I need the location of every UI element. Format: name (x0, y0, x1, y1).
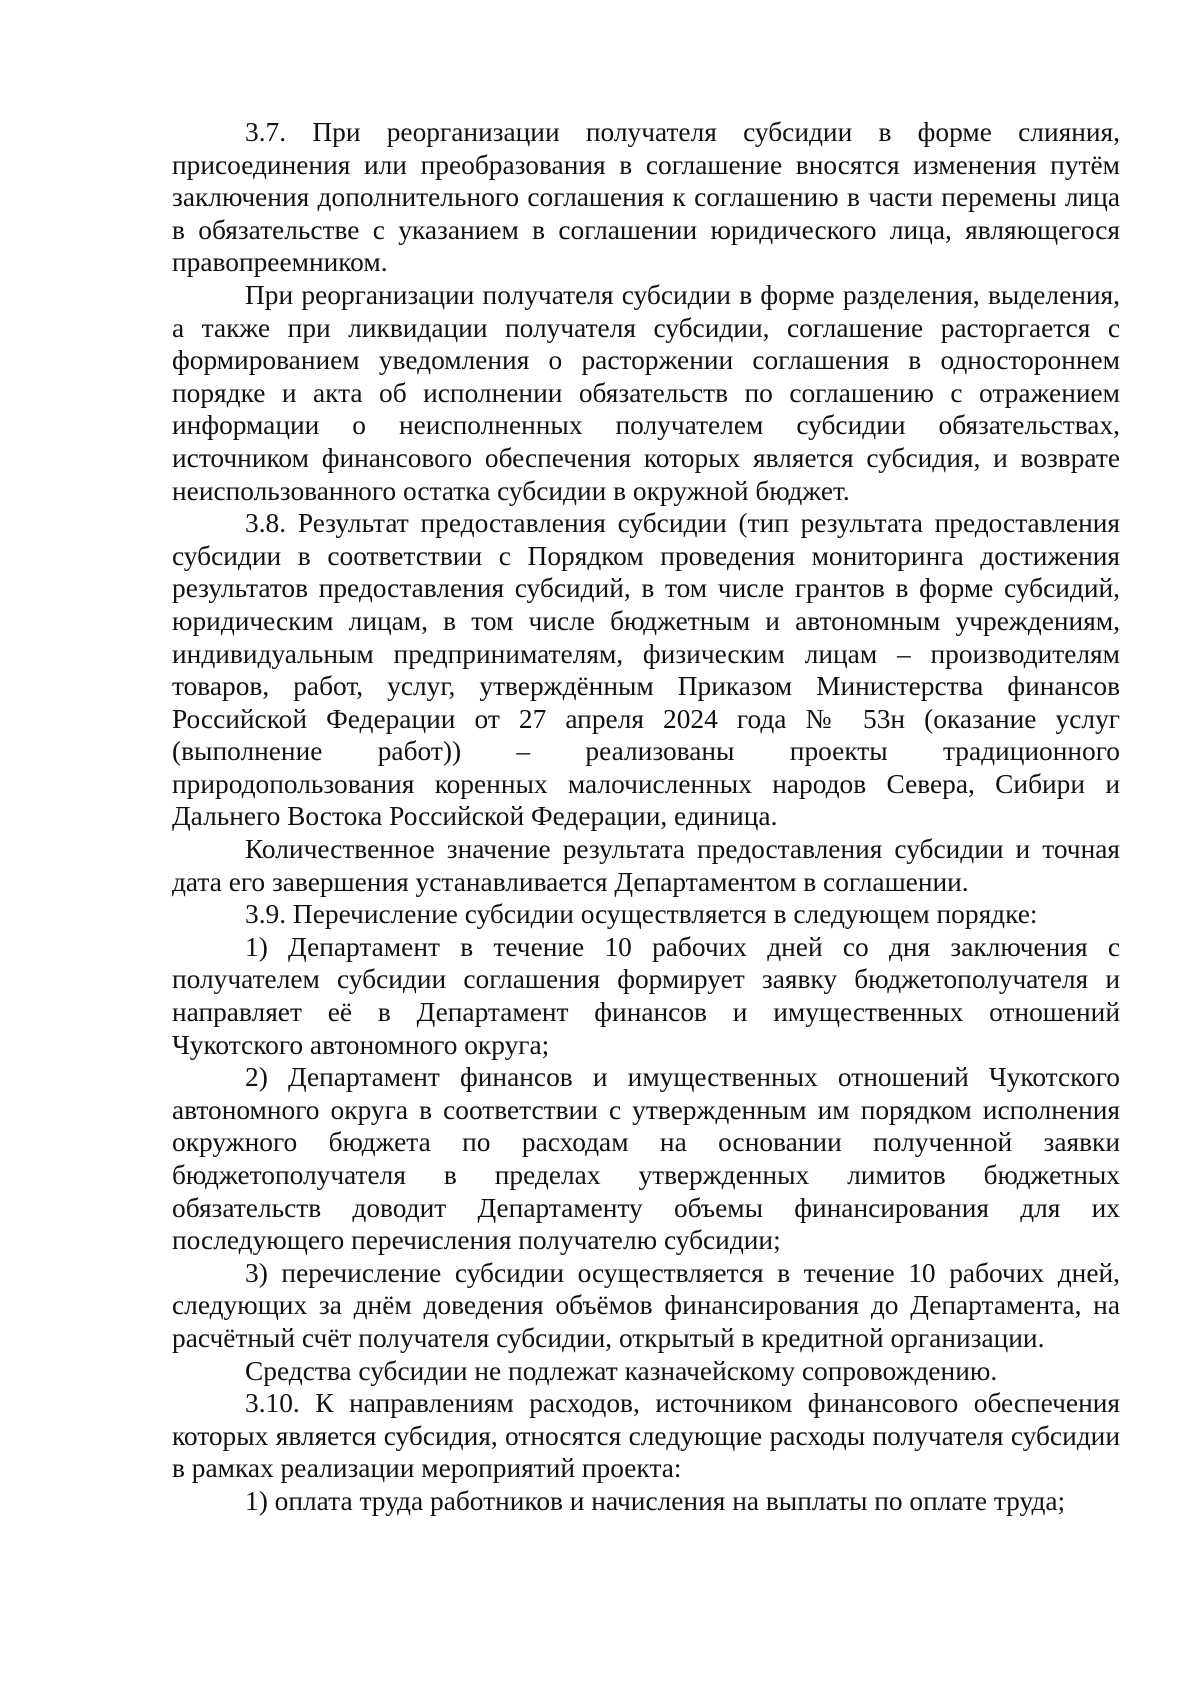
paragraph-treasury-support: Средства субсидии не подлежат казначейскому сопровождению. (245, 1355, 998, 1386)
paragraph-3-8: 3.8. Результат предоставления субсидии (тип результата предоставления субсидии в соответствии с Порядком проведения мониторинга достижения результатов предоставления субсидий, в том числе грантов в форме субсидий, юридическим лицам, в том числе бюджетным и автономным учреждениям, индивидуальным предпринимателям, физическим лицам – производителям товаров, работ, услуг, утверждённым Приказом Министерства финансов Российской Федерации от 27 апреля 2024 года № 53н (оказание услуг (выполнение работ)) – реализованы проекты традиционного природопользования коренных малочисленных народов Севера, Сибири и Дальнего Востока Российской Федерации, единица. (172, 508, 1120, 832)
paragraph-3-10: 3.10. К направлениям расходов, источником финансового обеспечения которых является субсидия, относятся следующие расходы получателя субсидии в рамках реализации мероприятий проекта: (172, 1388, 1120, 1484)
list-item-3-9-3: 3) перечисление субсидии осуществляется в течение 10 рабочих дней, следующих за днём доведения объёмов финансирования до Департамента, на расчётный счёт получателя субсидии, открытый в кредитной организации. (172, 1257, 1120, 1353)
list-item-3-9-1: 1) Департамент в течение 10 рабочих дней со дня заключения с получателем субсидии соглашения формирует заявку бюджетополучателя и направляет её в Департамент финансов и имущественных отношений Чукотского автономного округа; (172, 931, 1120, 1060)
paragraph-quantitative-value: Количественное значение результата предоставления субсидии и точная дата его завершения устанавливается Департаментом в соглашении. (172, 834, 1120, 897)
document-page (172, 116, 1120, 1518)
list-item-3-10-1: 1) оплата труда работников и начисления на выплаты по оплате труда; (245, 1485, 1066, 1516)
paragraph-3-9: 3.9. Перечисление субсидии осуществляется в следующем порядке: (245, 899, 1038, 930)
paragraph-reorganization-division: При реорганизации получателя субсидии в форме разделения, выделения, а также при ликвидации получателя субсидии, соглашение расторгается с формированием уведомления о расторжении соглашения в одностороннем порядке и акта об исполнении обязательств по соглашению с отражением информации о неисполненных получателем субсидии обязательствах, источником финансового обеспечения которых является субсидия, и возврате неиспользованного остатка субсидии в окружной бюджет. (172, 279, 1120, 506)
paragraph-3-7: 3.7. При реорганизации получателя субсидии в форме слияния, присоединения или преобразования в соглашение вносятся изменения путём заключения дополнительного соглашения к соглашению в части перемены лица в обязательстве с указанием в соглашении юридического лица, являющегося правопреемником. (172, 117, 1120, 278)
list-item-3-9-2: 2) Департамент финансов и имущественных отношений Чукотского автономного округа в соответствии с утвержденным им порядком исполнения окружного бюджета по расходам на основании полученной заявки бюджетополучателя в пределах утвержденных лимитов бюджетных обязательств доводит Департаменту объемы финансирования для их последующего перечисления получателю субсидии; (172, 1062, 1120, 1256)
